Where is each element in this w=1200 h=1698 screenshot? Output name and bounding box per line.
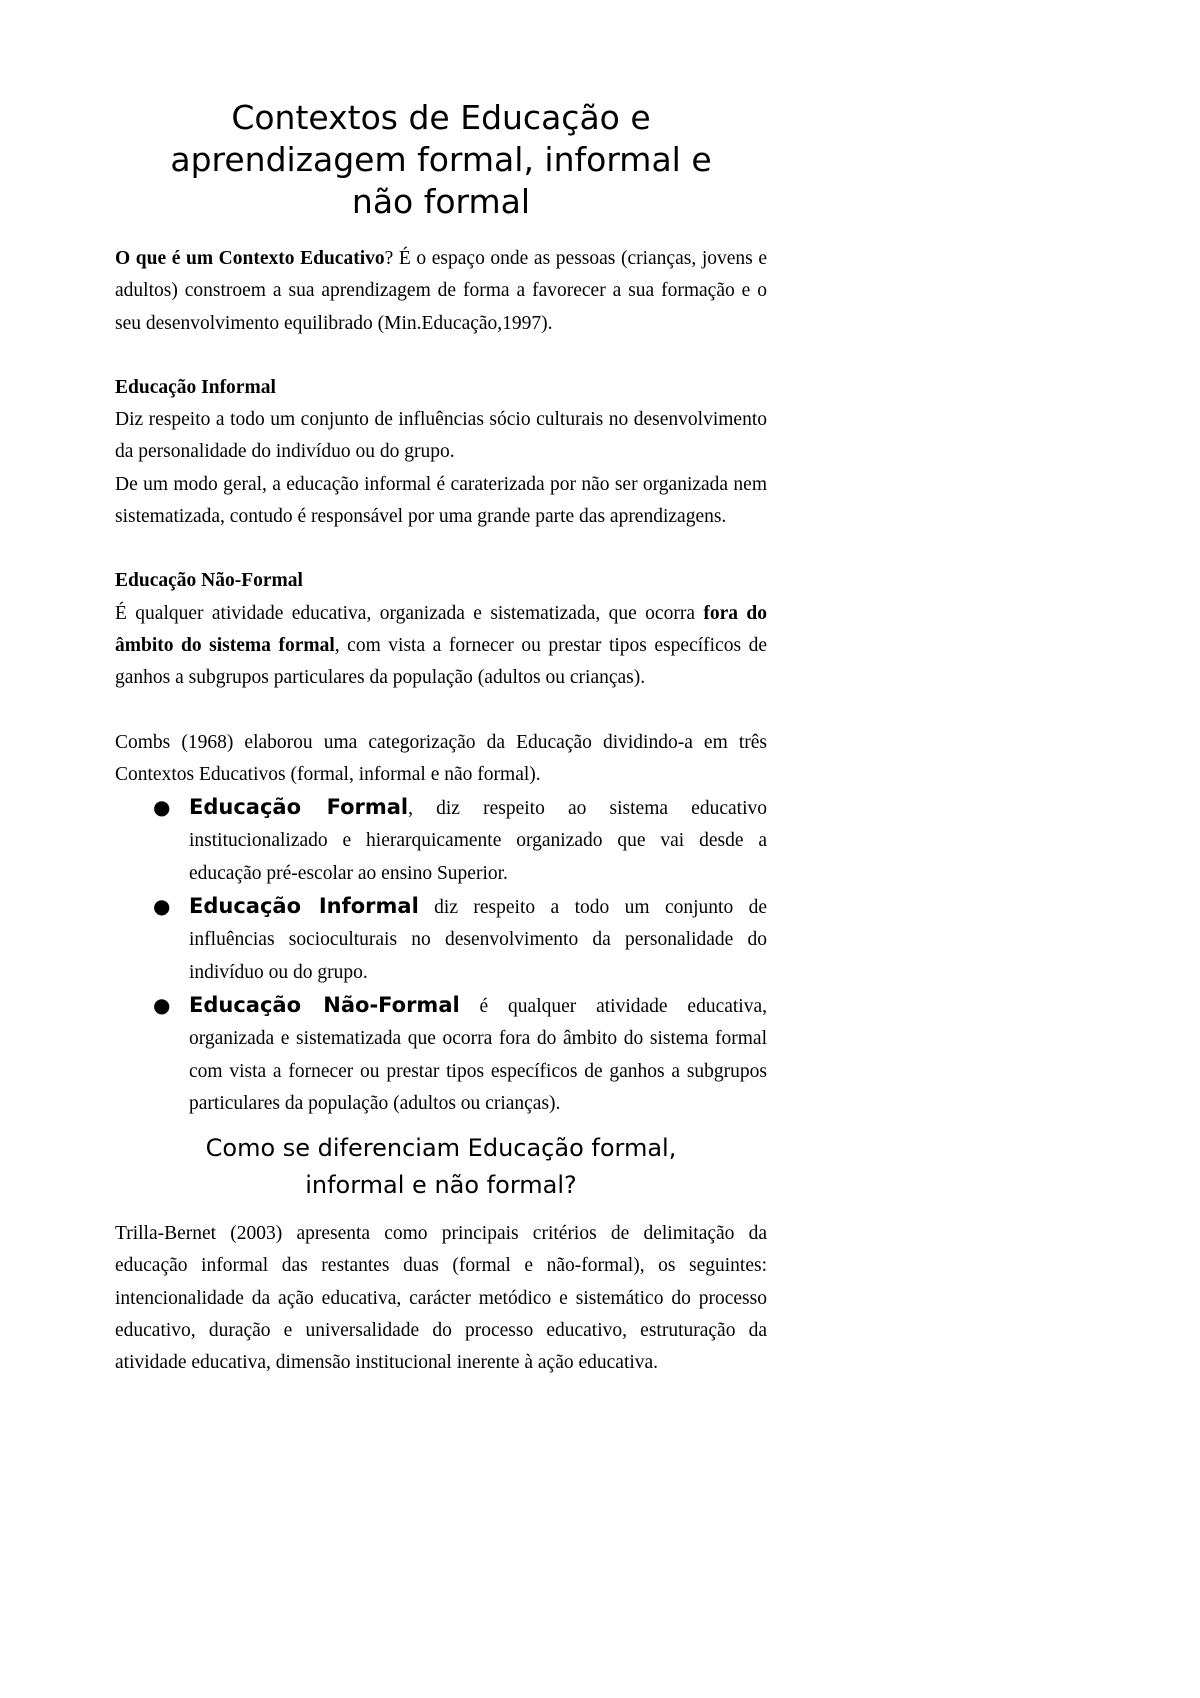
list-item-text: é qualquer atividade educativa, organizada e sistematizada que ocorra fora do âmbito do sistema formal com vista a fornecer ou prestar tipos específicos de ganhos a subgrupos particulares da população (adultos ou crianças). xyxy=(189,995,767,1114)
nonformal-emphasis: fora do âmbito do sistema formal xyxy=(115,602,767,656)
bullet-icon: ● xyxy=(153,894,171,919)
section-subtitle xyxy=(115,1130,767,1204)
list-item-text: , diz respeito ao sistema educativo institucionalizado e hierarquicamente organizado que vai desde a educação pré-escolar ao ensino Superior. xyxy=(189,798,767,884)
informal-paragraph-2: De um modo geral, a educação informal é caraterizada por não ser organizada nem sistematizada, contudo é responsável por uma grande parte das aprendizagens. xyxy=(115,473,767,528)
bullet-icon: ● xyxy=(153,992,171,1017)
list-item-term: Educação Formal xyxy=(189,795,409,820)
list-item-informal xyxy=(115,890,767,989)
nonformal-paragraph xyxy=(115,598,767,695)
bullet-icon: ● xyxy=(153,795,171,820)
title-line-3: não formal xyxy=(351,182,531,221)
title-line-2: aprendizagem formal, informal e xyxy=(170,140,712,179)
list-item-term: Educação Não-Formal xyxy=(189,992,460,1017)
informal-paragraph-1: Diz respeito a todo um conjunto de influências sócio culturais no desenvolvimento da personalidade do indivíduo ou do grupo. xyxy=(115,409,767,463)
subtitle-line-1: Como se diferenciam Educação formal, xyxy=(205,1134,677,1163)
trilla-paragraph: Trilla-Bernet (2003) apresenta como principais critérios de delimitação da educação informal das restantes duas (formal e não-formal), os seguintes: intencionalidade da ação educativa, carácter metódico e sistemático do processo educativo, duração e universalidade do processo educativo, estruturação da atividade educativa, dimensão institucional inerente à ação educativa. xyxy=(115,1223,767,1374)
list-item-term: Educação Informal xyxy=(189,894,419,919)
combs-paragraph: Combs (1968) elaborou uma categorização da Educação dividindo-a em três Contextos Educativos (formal, informal e não formal). xyxy=(115,731,767,785)
intro-text: ? É o espaço onde as pessoas (crianças, jovens e adultos) constroem a sua aprendizagem de forma a favorecer a sua formação e o seu desenvolvimento equilibrado (Min.Educação,1997). xyxy=(115,248,767,334)
document-page xyxy=(115,0,767,1380)
list-item-nonformal xyxy=(115,989,767,1120)
intro-question: O que é um Contexto Educativo xyxy=(115,248,385,269)
list-item-text: diz respeito a todo um conjunto de influências socioculturais no desenvolvimento da personalidade do indivíduo ou do grupo. xyxy=(189,897,767,983)
document-title xyxy=(115,97,767,223)
nonformal-heading: Educação Não-Formal xyxy=(115,570,303,592)
nonformal-text-after: , com vista a fornecer ou prestar tipos específicos de ganhos a subgrupos particulares da população (adultos ou crianças). xyxy=(115,634,767,689)
intro-paragraph xyxy=(115,243,767,340)
title-line-1: Contextos de Educação e xyxy=(231,98,651,137)
subtitle-line-2: informal e não formal? xyxy=(305,1171,577,1200)
list-item-formal xyxy=(115,791,767,890)
contexts-list xyxy=(115,791,767,1120)
nonformal-text-before: É qualquer atividade educativa, organizada e sistematizada, que ocorra xyxy=(115,602,704,624)
informal-heading: Educação Informal xyxy=(115,376,276,398)
